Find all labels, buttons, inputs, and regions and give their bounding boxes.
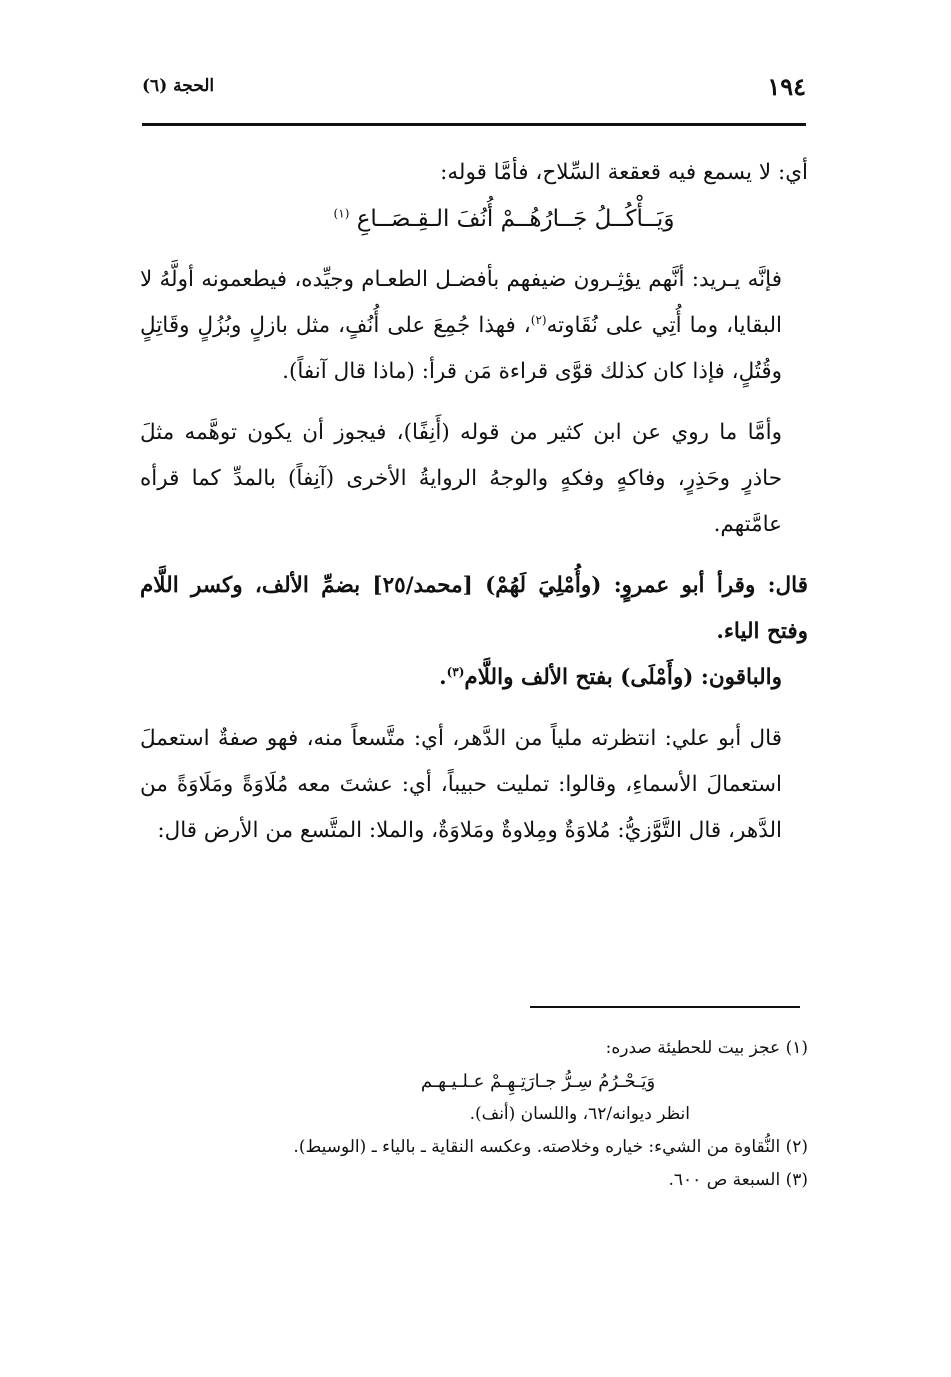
verse-line xyxy=(140,196,808,242)
paragraph-2-text-a: فإنَّه يـريد: أنَّهم يؤثِـرون ضيفهم بأفضـل الطعـام وجيِّده، فيطعمونه أولَّهُ لا البقايا، وما أُتِي على نُقَاوته xyxy=(140,267,782,338)
paragraph-3: وأمَّا ما روي عن ابن كثير من قوله (أَنِفًا)، فيجوز أن يكون توهَّمه مثلَ حاذرٍ وحَذِرٍ، وفاكهٍ وفكهٍ والوجهُ الروايةُ الأخرى (آنِفاً) بالمدِّ كما قرأه عامَّتهم. xyxy=(140,420,782,537)
main-text xyxy=(140,150,808,854)
paragraph-4: قال: وقرأ أبو عمروٍ: (وأُمْلِيَ لَهُمْ) [محمد/٢٥] بضمِّ الألف، وكسر اللَّام وفتح الياء. xyxy=(140,573,808,644)
footnote-ref-3[interactable]: (٣) xyxy=(446,664,465,679)
paragraph-5 xyxy=(140,655,808,701)
verse-text: وَيَــأْكُــلُ جَــارُهُــمْ أُنُفَ الـقِـصَــاعِ xyxy=(356,206,675,232)
footnote-ref-1[interactable]: (١) xyxy=(333,206,350,221)
footnote-2: (٢) النُّقاوة من الشيء: خياره وخلاصته. وعكسه النقاية ـ بالياء ـ (الوسيط). xyxy=(293,1137,808,1157)
footnote-1-source: انظر ديوانه/٦٢، واللسان (أنف). xyxy=(469,1104,690,1124)
paragraph-2-text-b: ، فهذا جُمِعَ على أُنُفٍ، مثل بازلٍ وبُزُلٍ وقَاتِلٍ وقُتُلٍ، فإذا كان كذلك قوَّى قراءة مَن قرأ: (ماذا قال آنفاً). xyxy=(140,313,782,384)
footnote-1-verse: وَيَـحْـرُمُ سِـرُّ جـارَتِـهِـمْ عـلـيـهـم xyxy=(420,1071,656,1092)
paragraph-1: أي: لا يسمع فيه قعقعة السِّلاح، فأمَّا قوله: xyxy=(440,160,808,185)
footnote-ref-2[interactable]: (٢) xyxy=(530,312,547,327)
footnote-rule xyxy=(530,1006,800,1008)
paragraph-5-text: والباقون: (وأَمْلَى) بفتح الألف واللَّام xyxy=(464,665,782,690)
footnote-1-intro: (١) عجز بيت للحطيئة صدره: xyxy=(605,1038,808,1058)
paragraph-6: قال أبو علي: انتظرته ملياً من الدَّهر، أي: متَّسعاً منه، فهو صفةٌ استعملَ استعمالَ الأسماءِ، وقالوا: تمليت حبيباً، أي: عشتَ معه مُلَاوَةً ومَلَاوَةً من الدَّهر، قال التَّوَّزيُّ: مُلاوَةٌ ومِلاوةٌ ومَلاوَةٌ، والملا: المتَّسع من الأرض قال: xyxy=(140,726,782,843)
footnote-3: (٣) السبعة ص ٦٠٠. xyxy=(668,1170,808,1190)
header-rule xyxy=(142,123,806,126)
paragraph-2 xyxy=(140,257,808,395)
running-header xyxy=(142,70,806,110)
running-title: الحجة (٦) xyxy=(142,76,215,96)
footnotes xyxy=(148,1032,808,1197)
paragraph-5-end: . xyxy=(439,665,447,690)
page-number: ١٩٤ xyxy=(767,72,806,101)
